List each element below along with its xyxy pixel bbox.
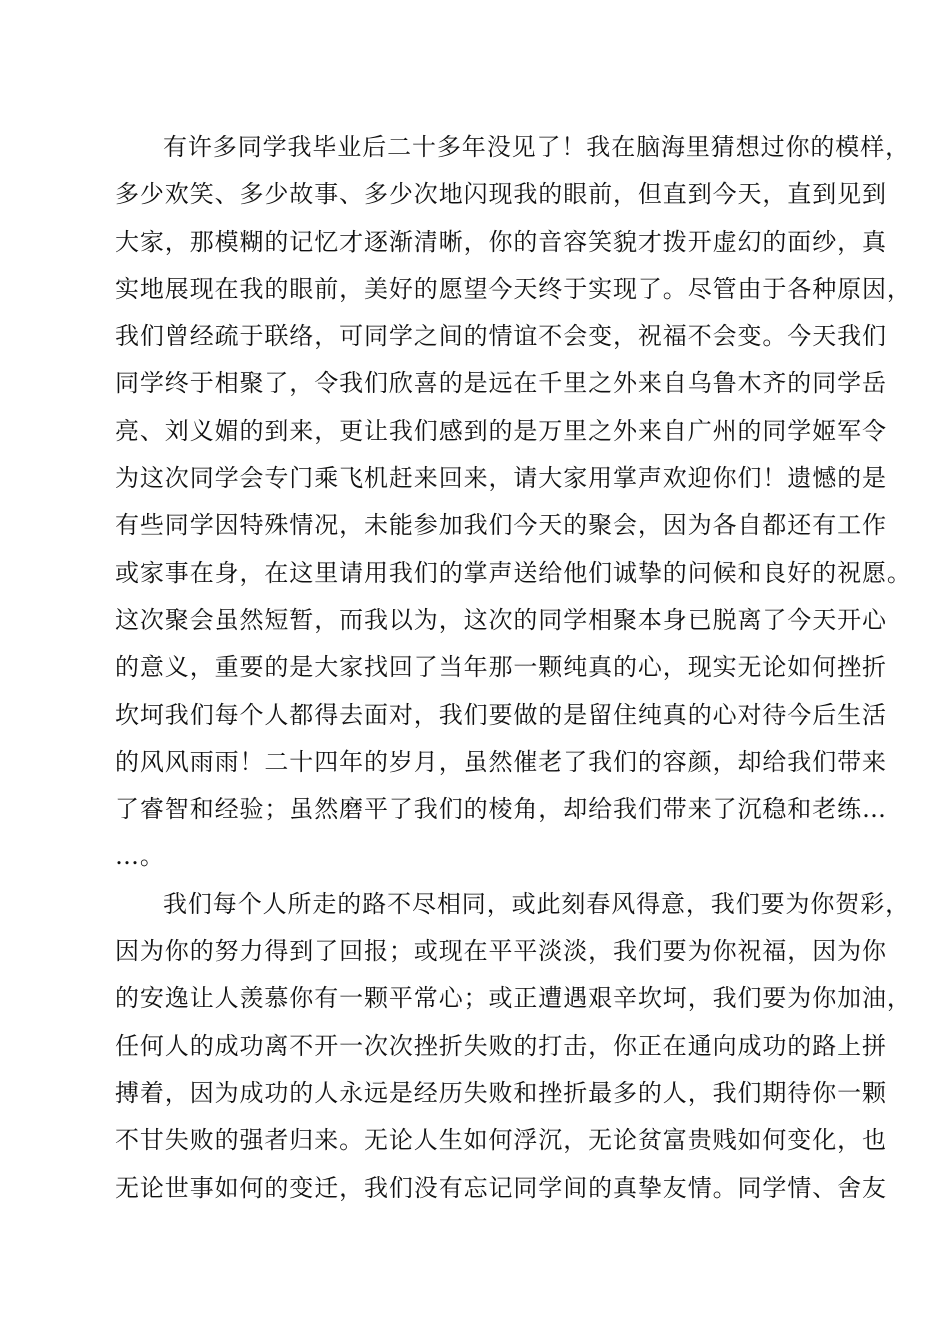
paragraph-1-line: …。 [115,842,165,871]
paragraph-1-line: 了睿智和经验；虽然磨平了我们的棱角，却给我们带来了沉稳和老练… [115,795,887,824]
paragraph-1-line: 实地展现在我的眼前，美好的愿望今天终于实现了。尽管由于各种原因， [115,274,912,303]
paragraph-2-line: 不甘失败的强者归来。无论人生如何浮沉，无论贫富贵贱如何变化，也 [115,1126,887,1155]
paragraph-2-line: 的安逸让人羡慕你有一颗平常心；或正遭遇艰辛坎坷，我们要为你加油， [115,984,912,1013]
paragraph-1-line: 这次聚会虽然短暂，而我以为，这次的同学相聚本身已脱离了今天开心 [115,605,887,634]
paragraph-2-line: 搏着，因为成功的人永远是经历失败和挫折最多的人，我们期待你一颗 [115,1078,887,1107]
paragraph-2-line: 因为你的努力得到了回报；或现在平平淡淡，我们要为你祝福，因为你 [115,937,887,966]
document-body [115,124,912,1212]
paragraph-1-line: 有些同学因特殊情况，未能参加我们今天的聚会，因为各自都还有工作 [115,511,887,540]
paragraph-1-line: 坎坷我们每个人都得去面对，我们要做的是留住纯真的心对待今后生活 [115,700,887,729]
paragraph-1-line: 亮、刘义媚的到来，更让我们感到的是万里之外来自广州的同学姬军令 [115,416,887,445]
paragraph-2-line: 任何人的成功离不开一次次挫折失败的打击，你正在通向成功的路上拼 [115,1031,887,1060]
paragraph-1-line: 多少欢笑、多少故事、多少次地闪现我的眼前，但直到今天，直到见到 [115,180,887,209]
paragraph-1-line: 我们曾经疏于联络，可同学之间的情谊不会变，祝福不会变。今天我们 [115,322,887,351]
paragraph-1-line: 同学终于相聚了，令我们欣喜的是远在千里之外来自乌鲁木齐的同学岳 [115,369,887,398]
paragraph-2-line: 我们每个人所走的路不尽相同，或此刻春风得意，我们要为你贺彩， [163,889,910,918]
paragraph-1-line: 的风风雨雨！二十四年的岁月，虽然催老了我们的容颜，却给我们带来 [115,747,887,776]
paragraph-1-line: 大家，那模糊的记忆才逐渐清晰，你的音容笑貌才拨开虚幻的面纱，真 [115,227,887,256]
paragraph-1-line: 有许多同学我毕业后二十多年没见了！我在脑海里猜想过你的模样， [163,133,910,161]
paragraph-1-line: 为这次同学会专门乘飞机赶来回来，请大家用掌声欢迎你们！遗憾的是 [115,464,887,493]
paragraph-1-line: 的意义，重要的是大家找回了当年那一颗纯真的心，现实无论如何挫折 [115,653,887,682]
paragraph-1-line: 或家事在身，在这里请用我们的掌声送给他们诚挚的问候和良好的祝愿。 [115,558,912,587]
paragraph-2-line: 无论世事如何的变迁，我们没有忘记同学间的真挚友情。同学情、舍友 [115,1173,887,1202]
